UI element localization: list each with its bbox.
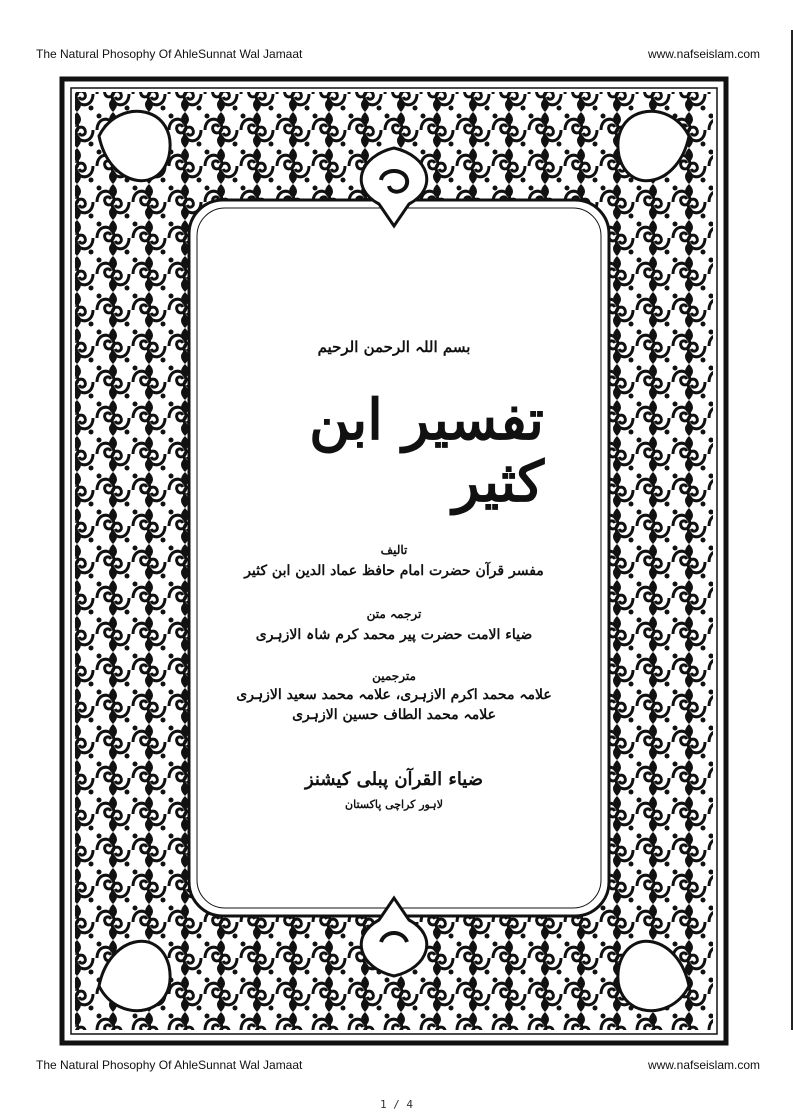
bismillah-text: بسم اللہ الرحمن الرحیم (317, 338, 471, 356)
author-line: مفسر قرآن حضرت امام حافظ عماد الدین ابن کثیر (244, 563, 544, 580)
page-counter: 1 / 4 (379, 1098, 414, 1111)
book-cover (59, 76, 729, 1046)
footer-left-text: The Natural Phosophy Of AhleSunnat Wal Jamaat (36, 1058, 303, 1072)
taleef-label: تالیف (380, 543, 408, 558)
page-footer (36, 1058, 760, 1072)
page-header (36, 47, 760, 61)
header-right-text[interactable]: www.nafseislam.com (647, 47, 760, 61)
footer-right-text[interactable]: www.nafseislam.com (647, 1058, 760, 1072)
mutarjimeen-label: مترجمین (372, 669, 416, 684)
cover-text-panel (236, 276, 552, 976)
publisher-name: ضیاء القرآن پبلی کیشنز (304, 769, 484, 791)
publisher-cities: لاہور کراچی پاکستان (345, 798, 443, 812)
translator-line: ضیاء الامت حضرت پیر محمد کرم شاہ الازہری (255, 627, 533, 644)
header-left-text: The Natural Phosophy Of AhleSunnat Wal Jamaat (36, 47, 303, 61)
translators-line-1: علامہ محمد اکرم الازہری، علامہ محمد سعید الازہری (236, 687, 552, 704)
book-title: تفسیر ابن کثیر (309, 387, 544, 515)
tarjuma-label: ترجمہ متن (366, 607, 422, 622)
translators-line-2: علامہ محمد الطاف حسین الازہری (292, 707, 496, 724)
